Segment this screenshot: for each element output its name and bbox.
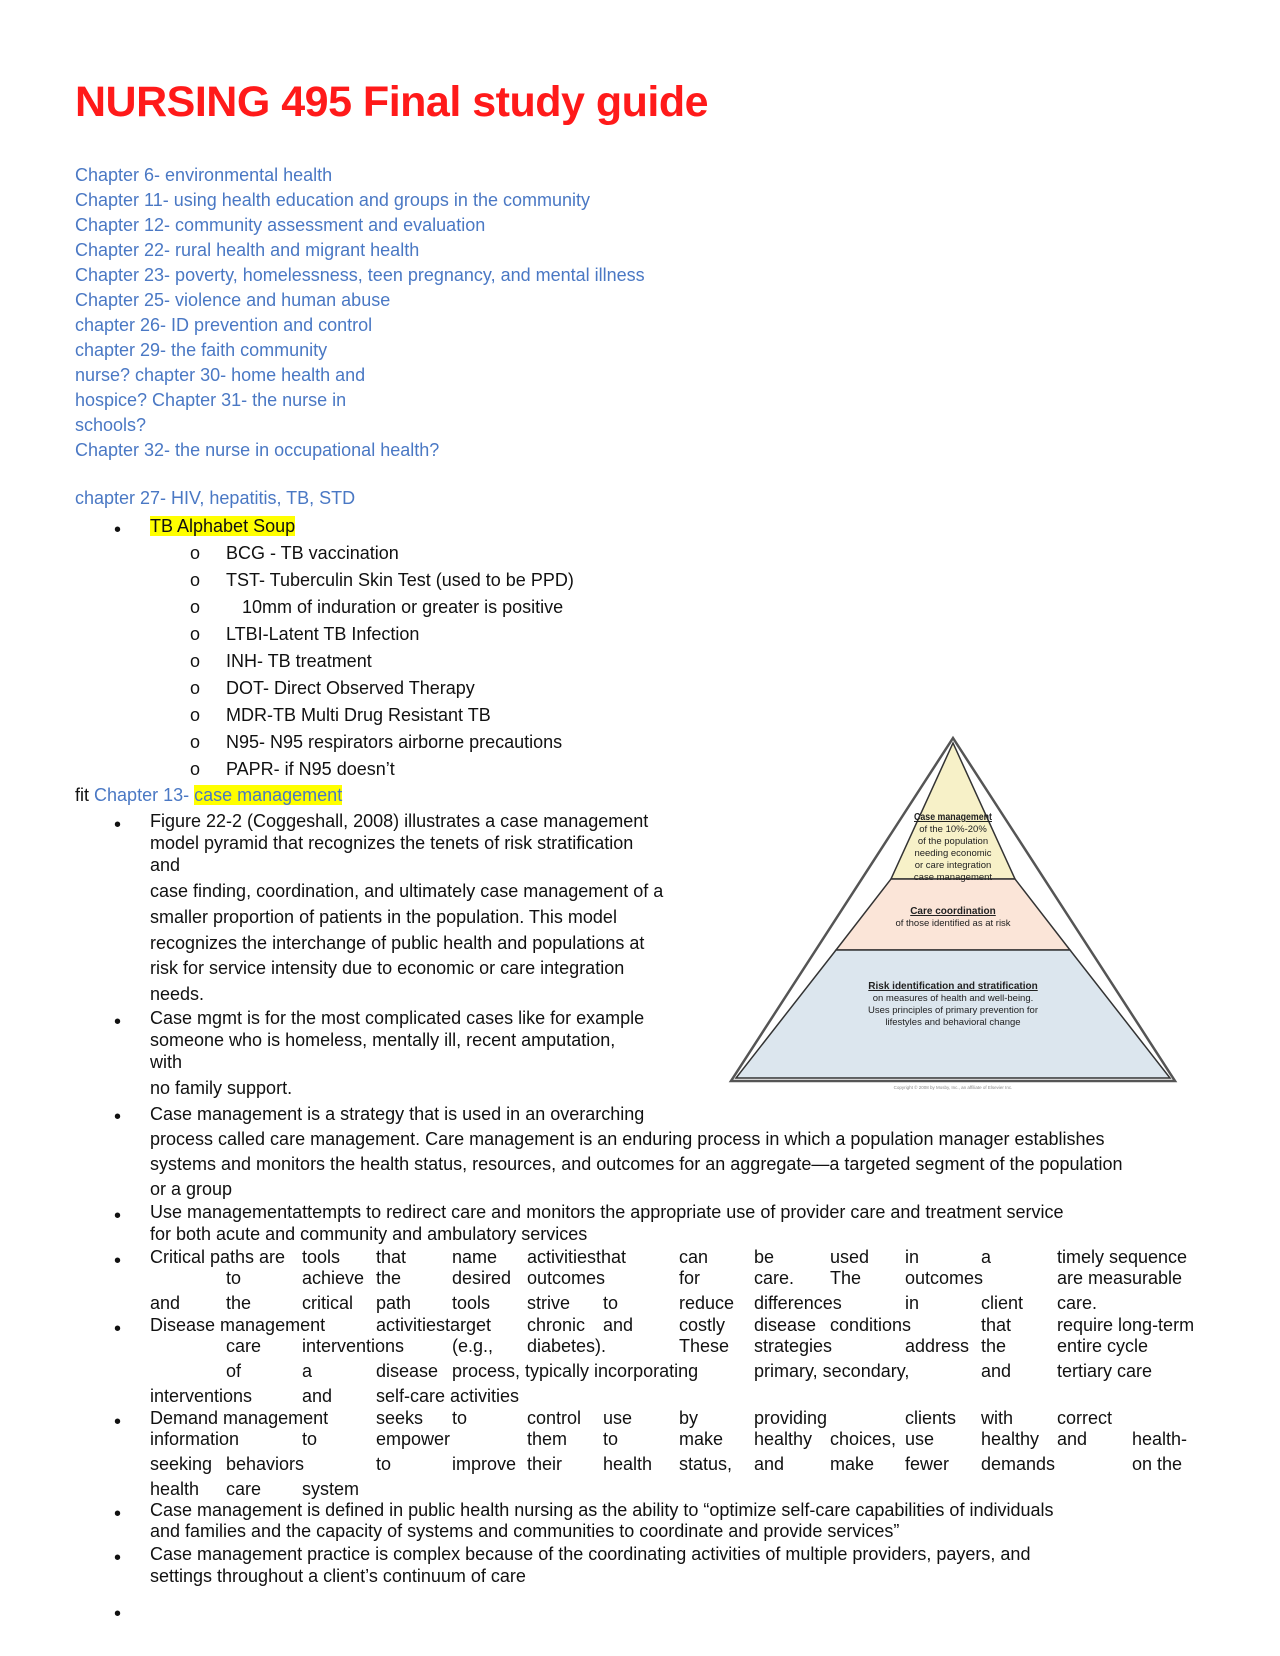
pyramid-bottom-line: Uses principles of primary prevention for	[867, 1005, 1039, 1016]
word: self-care activities	[376, 1386, 520, 1406]
sub-marker: o	[190, 597, 201, 617]
pyramid-middle-title: Care coordination	[910, 906, 996, 917]
bullet-line: Case mgmt is for the most complicated cases like for example	[150, 1008, 645, 1028]
bullet-line: and	[150, 855, 181, 875]
bullet-line: risk for service intensity due to economic or care integration	[150, 958, 625, 978]
sub-marker: o	[190, 705, 201, 725]
word: care.	[1057, 1293, 1098, 1313]
chapter-item: Chapter 12- community assessment and evaluation	[75, 215, 486, 235]
word: to	[226, 1268, 242, 1288]
word: their	[527, 1454, 563, 1474]
word: Critical paths are	[150, 1247, 286, 1267]
word: Demand management	[150, 1408, 329, 1428]
word: chronic	[527, 1315, 586, 1335]
chapter-item: Chapter 25- violence and human abuse	[75, 290, 391, 310]
word: be	[754, 1247, 775, 1267]
word: client	[981, 1293, 1024, 1313]
word: interventions	[302, 1336, 405, 1356]
pyramid-bottom-title: Risk identification and stratification	[868, 981, 1038, 992]
chapter-13-label: Chapter 13-	[94, 785, 190, 805]
word: strategies	[754, 1336, 833, 1356]
word: are measurable	[1057, 1268, 1183, 1288]
word: to	[603, 1293, 619, 1313]
bullet-line: or a group	[150, 1179, 233, 1199]
word: can	[679, 1247, 709, 1267]
word: disease	[754, 1315, 817, 1335]
word: system	[302, 1479, 360, 1499]
word: differences	[754, 1293, 842, 1313]
sub-item: DOT- Direct Observed Therapy	[226, 678, 475, 698]
word: make	[830, 1454, 875, 1474]
word: address	[905, 1336, 970, 1356]
chapter-item: hospice? Chapter 31- the nurse in	[75, 390, 347, 410]
word: seeking	[150, 1454, 213, 1474]
fit-prefix: fit	[75, 785, 90, 805]
chapter-item: Chapter 11- using health education and groups in the community	[75, 190, 590, 210]
word: correct	[1057, 1408, 1113, 1428]
sub-marker: o	[190, 570, 201, 590]
page-title: NURSING 495 Final study guide	[75, 78, 708, 126]
word: empower	[376, 1429, 451, 1449]
pyramid-bottom-line: lifestyles and behavioral change	[885, 1017, 1021, 1028]
sub-item: INH- TB treatment	[226, 651, 372, 671]
word: used	[830, 1247, 870, 1267]
bullet-line: someone who is homeless, mentally ill, recent amputation,	[150, 1030, 616, 1050]
sub-marker: o	[190, 624, 201, 644]
word: that	[981, 1315, 1012, 1335]
chapter-item: Chapter 22- rural health and migrant health	[75, 240, 420, 260]
word: to	[302, 1429, 318, 1449]
pyramid-copyright: Copyright © 2008 by Mosby, Inc., an affiliate of Elsevier Inc.	[893, 1085, 1013, 1090]
pyramid-top-line: case management	[913, 872, 993, 883]
word: critical	[302, 1293, 354, 1313]
word: The	[830, 1268, 862, 1288]
word: control	[527, 1408, 582, 1428]
bullet-dot: •	[114, 1205, 122, 1227]
bullet-dot: •	[114, 1503, 122, 1525]
highlighted-text: TB Alphabet Soup	[150, 516, 296, 536]
word: choices,	[830, 1429, 897, 1449]
bullet-dot: •	[114, 814, 122, 836]
word: process, typically incorporating	[452, 1361, 699, 1381]
word: require long-term	[1057, 1315, 1195, 1335]
bullet-line: Case management is a strategy that is used in an overarching	[150, 1104, 645, 1124]
word: the	[226, 1293, 252, 1313]
word: for	[679, 1268, 701, 1288]
word: in	[905, 1293, 920, 1313]
word: status,	[679, 1454, 733, 1474]
word: to	[452, 1408, 468, 1428]
sub-marker: o	[190, 651, 201, 671]
word: to	[603, 1429, 619, 1449]
word: outcomes	[527, 1268, 606, 1288]
chapter-27-heading: chapter 27- HIV, hepatitis, TB, STD	[75, 488, 356, 508]
word: interventions	[150, 1386, 253, 1406]
chapter-item: nurse? chapter 30- home health and	[75, 365, 366, 385]
sub-marker: o	[190, 543, 201, 563]
chapter-item: Chapter 6- environmental health	[75, 165, 333, 185]
word: primary, secondary,	[754, 1361, 910, 1381]
bullet-line: no family support.	[150, 1078, 293, 1098]
case-management-pyramid	[728, 735, 1178, 1090]
bullet-line: Case management practice is complex because of the coordinating activities of multiple providers, payers, and	[150, 1544, 1031, 1564]
word: them	[527, 1429, 568, 1449]
bullet-line: recognizes the interchange of public health and populations at	[150, 933, 645, 953]
word: healthy	[981, 1429, 1040, 1449]
chapter-item: chapter 29- the faith community	[75, 340, 328, 360]
word: health	[150, 1479, 200, 1499]
chapter-item: Chapter 32- the nurse in occupational health?	[75, 440, 440, 460]
word: seeks	[376, 1408, 424, 1428]
word: and	[754, 1454, 785, 1474]
word: and	[603, 1315, 634, 1335]
word: outcomes	[905, 1268, 984, 1288]
pyramid-top-title: Case management	[914, 812, 993, 823]
word: timely sequence	[1057, 1247, 1188, 1267]
pyramid-top-line: or care integration	[914, 860, 992, 871]
word: path	[376, 1293, 412, 1313]
chapter-item: Chapter 23- poverty, homelessness, teen pregnancy, and mental illness	[75, 265, 645, 285]
word: to	[376, 1454, 392, 1474]
bullet-dot: •	[114, 1011, 122, 1033]
bullet-line: systems and monitors the health status, resources, and outcomes for an aggregate—a targeted segment of the population	[150, 1154, 1123, 1174]
bullet-line: and families and the capacity of systems and communities to coordinate and provide services”	[150, 1521, 900, 1541]
word: entire cycle	[1057, 1336, 1149, 1356]
sub-marker: o	[190, 759, 201, 779]
pyramid-top-line: of the 10%-20%	[919, 824, 987, 835]
case-management-highlight: case management	[194, 785, 343, 805]
sub-marker: o	[190, 678, 201, 698]
word: activitiestarget	[376, 1315, 492, 1335]
sub-item: LTBI-Latent TB Infection	[226, 624, 420, 644]
bullet-line: settings throughout a client’s continuum of care	[150, 1566, 526, 1586]
word: and	[150, 1293, 181, 1313]
word: a	[981, 1247, 992, 1267]
word: diabetes).	[527, 1336, 607, 1356]
word: name	[452, 1247, 498, 1267]
chapter-item: schools?	[75, 415, 147, 435]
bullet-dot: •	[114, 1411, 122, 1433]
chapter-item: chapter 26- ID prevention and control	[75, 315, 373, 335]
sub-item: 10mm of induration or greater is positive	[242, 597, 564, 617]
word: achieve	[302, 1268, 365, 1288]
word: health	[603, 1454, 653, 1474]
word: clients	[905, 1408, 957, 1428]
word: tools	[302, 1247, 341, 1267]
word: on the	[1132, 1454, 1183, 1474]
word: conditions	[830, 1315, 912, 1335]
word: tools	[452, 1293, 491, 1313]
word: with	[981, 1408, 1014, 1428]
word: the	[981, 1336, 1007, 1356]
sub-item: TST- Tuberculin Skin Test (used to be PPD)	[226, 570, 574, 590]
sub-item: PAPR- if N95 doesn’t	[226, 759, 395, 779]
word: and	[1057, 1429, 1088, 1449]
bullet-line: needs.	[150, 984, 205, 1004]
pyramid-bottom-line: on measures of health and well-being.	[872, 993, 1034, 1004]
word: and	[302, 1386, 333, 1406]
word: Disease management	[150, 1315, 326, 1335]
sub-item: N95- N95 respirators airborne precautions	[226, 732, 563, 752]
pyramid-middle-line: of those identified as at risk	[895, 918, 1011, 929]
bullet-line: with	[150, 1052, 183, 1072]
bullet-line: case finding, coordination, and ultimately case management of a	[150, 881, 664, 901]
word: desired	[452, 1268, 512, 1288]
bullet-line: model pyramid that recognizes the tenets of risk stratification	[150, 833, 634, 853]
tb-alphabet-soup	[150, 516, 295, 537]
word: information	[150, 1429, 240, 1449]
word: fewer	[905, 1454, 950, 1474]
word: behaviors	[226, 1454, 305, 1474]
word: disease	[376, 1361, 439, 1381]
word: use	[603, 1408, 633, 1428]
word: providing	[754, 1408, 828, 1428]
word: improve	[452, 1454, 517, 1474]
word: tertiary care	[1057, 1361, 1153, 1381]
word: that	[376, 1247, 407, 1267]
bullet-line: Case management is defined in public health nursing as the ability to “optimize self-care capabilities of individuals	[150, 1500, 1054, 1520]
word: reduce	[679, 1293, 735, 1313]
sub-item: MDR-TB Multi Drug Resistant TB	[226, 705, 491, 725]
word: care	[226, 1336, 262, 1356]
chapter-13-heading	[75, 785, 342, 806]
word: in	[905, 1247, 920, 1267]
word: make	[679, 1429, 724, 1449]
bullet-dot: •	[114, 1106, 122, 1128]
word: strive	[527, 1293, 571, 1313]
pyramid-top-line: needing economic	[914, 848, 992, 859]
bullet-dot: •	[114, 519, 122, 541]
bullet-line: smaller proportion of patients in the population. This model	[150, 907, 617, 927]
bullet-dot: •	[114, 1547, 122, 1569]
bullet-dot: •	[114, 1318, 122, 1340]
word: of	[226, 1361, 242, 1381]
word: by	[679, 1408, 699, 1428]
word: costly	[679, 1315, 726, 1335]
word: and	[981, 1361, 1012, 1381]
sub-marker: o	[190, 732, 201, 752]
word: use	[905, 1429, 935, 1449]
word: a	[302, 1361, 313, 1381]
word: demands	[981, 1454, 1056, 1474]
word: health-	[1132, 1429, 1188, 1449]
bullet-dot: •	[114, 1250, 122, 1272]
pyramid-top-line: of the population	[917, 836, 989, 847]
bullet-line: Figure 22-2 (Coggeshall, 2008) illustrates a case management	[150, 811, 649, 831]
bullet-line: process called care management. Care management is an enduring process in which a population manager establishes	[150, 1129, 1105, 1149]
word: care.	[754, 1268, 795, 1288]
word: the	[376, 1268, 402, 1288]
word: activitiesthat	[527, 1247, 627, 1267]
word: (e.g.,	[452, 1336, 494, 1356]
bullet-line: for both acute and community and ambulatory services	[150, 1224, 588, 1244]
bullet-line: Use managementattempts to redirect care and monitors the appropriate use of provider care and treatment service	[150, 1202, 1064, 1222]
sub-item: BCG - TB vaccination	[226, 543, 399, 563]
bullet-dot: •	[114, 1603, 122, 1625]
word: These	[679, 1336, 730, 1356]
word: care	[226, 1479, 262, 1499]
word: healthy	[754, 1429, 813, 1449]
